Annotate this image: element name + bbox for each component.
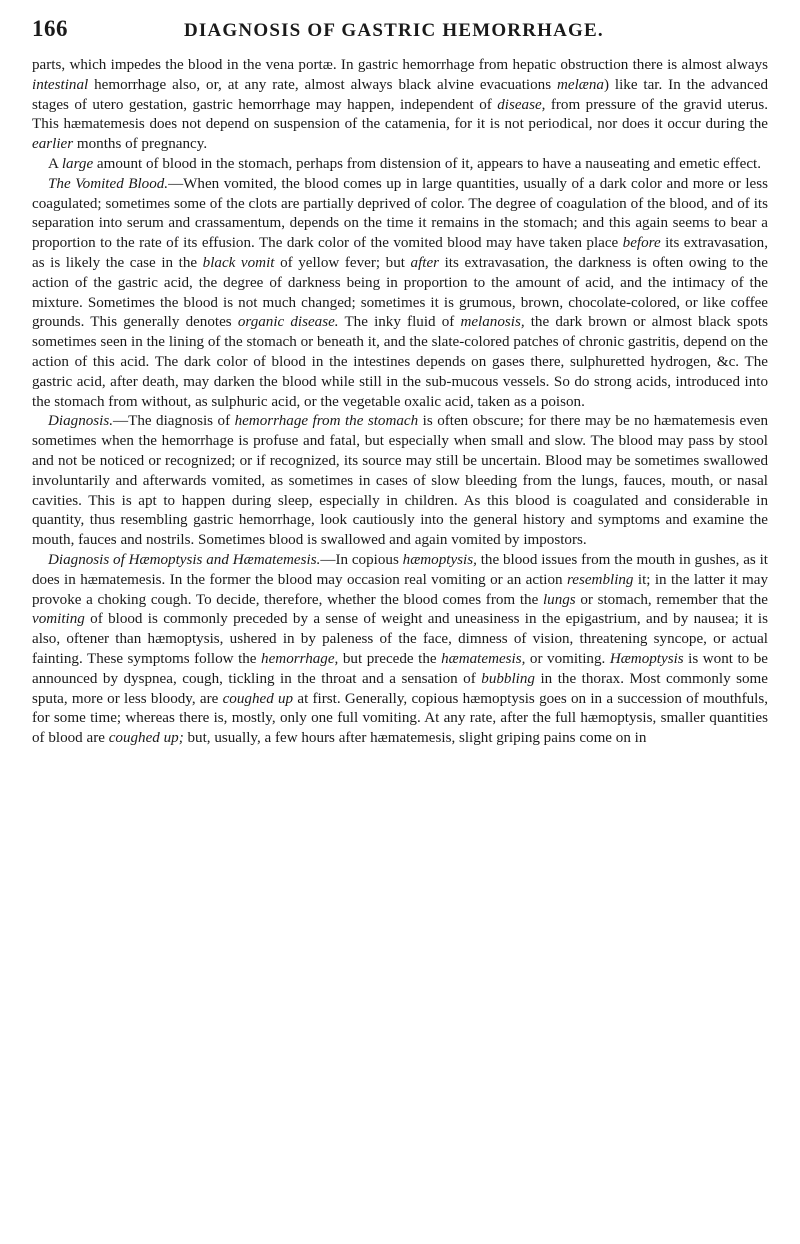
paragraph [32, 155, 768, 175]
italic-text: melanosis, [460, 314, 525, 331]
text-run: it; in the latter it may provoke a choking cough. To decide, therefore, whether the blood comes from the [32, 571, 768, 608]
paragraph [32, 412, 768, 551]
page-number: 166 [32, 16, 68, 41]
italic-text: hæmatemesis, [441, 650, 526, 667]
italic-text: Diagnosis of Hæmoptysis and Hæmatemesis. [48, 551, 321, 568]
italic-text: intestinal [32, 76, 89, 93]
italic-text: The Vomited Blood. [48, 175, 169, 192]
italic-text: melæna [556, 76, 604, 93]
italic-text: Diagnosis. [48, 413, 113, 430]
text-run: or stomach, remember that the [575, 591, 768, 608]
italic-text: coughed up; [108, 730, 184, 747]
italic-text: black vomit [202, 254, 275, 271]
text-run: or vomiting. [525, 650, 610, 667]
italic-text: bubbling [481, 670, 535, 687]
text-run: from pressure of the gravid uterus. This hæmatemesis does not depend on suspension of the catamenia, for it is not periodical, nor does it occur during the [32, 96, 768, 133]
italic-text: large [61, 155, 94, 172]
text-run: of yellow fever; but [274, 254, 411, 271]
text-run: parts, which impedes the blood in the vena portæ. In gastric hemorrhage from hepatic obstruction there is almost always [32, 57, 768, 73]
body-text [32, 56, 768, 749]
text-run: but precede the [338, 650, 442, 667]
text-run: the dark brown or almost black spots sometimes seen in the lining of the stomach or beneath it, and the slate-colored patches of chronic gastritis, depend on the action of this acid. The dark color of blood in the intestines depends on gases there, sulphuretted hydrogen, &c. The gastric acid, after death, may darken the blood while still in the sub-mucous vessels. So do strong acids, introduced into the stomach from without, as sulphuric acid, or the vegetable oxalic acid, taken as a poison. [32, 314, 768, 410]
italic-text: resembling [566, 571, 634, 588]
text-run: is often obscure; for there may be no hæmatemesis even sometimes when the hemorrhage is profuse and fatal, but especially when small and slow. The blood may pass by stool and not be noticed or recognized; or if recognized, its source may still be uncertain. Blood may be sometimes swallowed involuntarily and afterwards vomited, as sometimes in cases of slow bleeding from the lungs, fauces, mouth, or nasal cavities. This is apt to happen during sleep, especially in children. As this blood is coagulated and considerable in quantity, thus resembling gastric hemorrhage, look cautiously into the general history and symptoms and examine the mouth, fauces and nostrils. Sometimes blood is swallowed and again vomited by impostors. [32, 413, 768, 549]
italic-text: hemorrhage, [261, 650, 339, 667]
running-head [32, 14, 768, 56]
italic-text: hemorrhage from the stomach [234, 413, 419, 430]
text-run: of blood is commonly preceded by a sense of weight and uneasiness in the epigastrium, and by nausea; it is also, oftener than hæmoptysis, ushered in by paleness of the face, dimness of vision, threatening syncope, or actual fainting. These symptoms follow the [32, 611, 768, 667]
text-run: ) like tar. In the advanced stages of utero gestation, gastric hemorrhage may happen, independent of [32, 76, 768, 113]
text-run: The inky fluid of [338, 314, 461, 331]
running-head-title: DIAGNOSIS OF GASTRIC HEMORRHAGE. [184, 20, 604, 41]
paragraph [32, 551, 768, 749]
text-run: hemorrhage also, or, at any rate, almost always black alvine evacuations [88, 76, 557, 93]
text-run: at first. Generally, copious hæmoptysis goes on in a succession of mouthfuls, for some time; whereas there is, mostly, only one full vomiting. At any rate, after the full hæmoptysis, smaller quantities of blood are [32, 690, 768, 747]
italic-text: organic disease. [237, 314, 339, 331]
italic-text: before [622, 235, 661, 252]
text-run: amount of blood in the stomach, perhaps from distension of it, appears to have a nauseating and emetic effect. [93, 155, 761, 172]
text-run: A [48, 155, 62, 172]
paragraph [32, 175, 768, 413]
text-run: its extravasation, the darkness is often owing to the action of the gastric acid, the degree of darkness being in proportion to the amount of acid, and the intimacy of the mixture. Sometimes the blood is not much changed; sometimes it is grumous, brown, chocolate-colored, or like coffee grounds. This generally denotes [32, 254, 768, 331]
italic-text: earlier [32, 136, 74, 153]
text-run: but, usually, a few hours after hæmatemesis, slight griping pains come on in [183, 730, 647, 747]
text-run: the blood issues from the mouth in gushes, as it does in hæmatemesis. In the former the blood may occasion real vomiting or an action [32, 551, 768, 588]
italic-text: disease, [497, 96, 546, 113]
italic-text: hæmoptysis, [402, 551, 477, 568]
text-run: is wont to be announced by dyspnea, cough, tickling in the throat and a sensation of [32, 650, 768, 687]
italic-text: coughed up [222, 690, 294, 707]
text-run: —When vomited, the blood comes up in large quantities, usually of a dark color and more or less coagulated; sometimes some of the clots are partially deprived of color. The degree of coagulation of the blood, and of its separation into serum and crassamentum, depends on the time it remains in the stomach; and this again seems to bear a proportion to the rate of its effusion. The dark color of the vomited blood may have taken place [32, 175, 768, 252]
text-run: in the thorax. Most commonly some sputa, more or less bloody, are [32, 670, 768, 707]
text-run: months of pregnancy. [73, 136, 208, 153]
text-run: —The diagnosis of [113, 413, 235, 430]
italic-text: lungs [542, 591, 576, 608]
paragraph [32, 56, 768, 155]
text-run: —In copious [320, 551, 403, 568]
italic-text: vomiting [32, 611, 85, 628]
italic-text: Hæmoptysis [609, 650, 684, 667]
italic-text: after [410, 254, 440, 271]
text-run: its extravasation, as is likely the case in the [32, 235, 768, 271]
